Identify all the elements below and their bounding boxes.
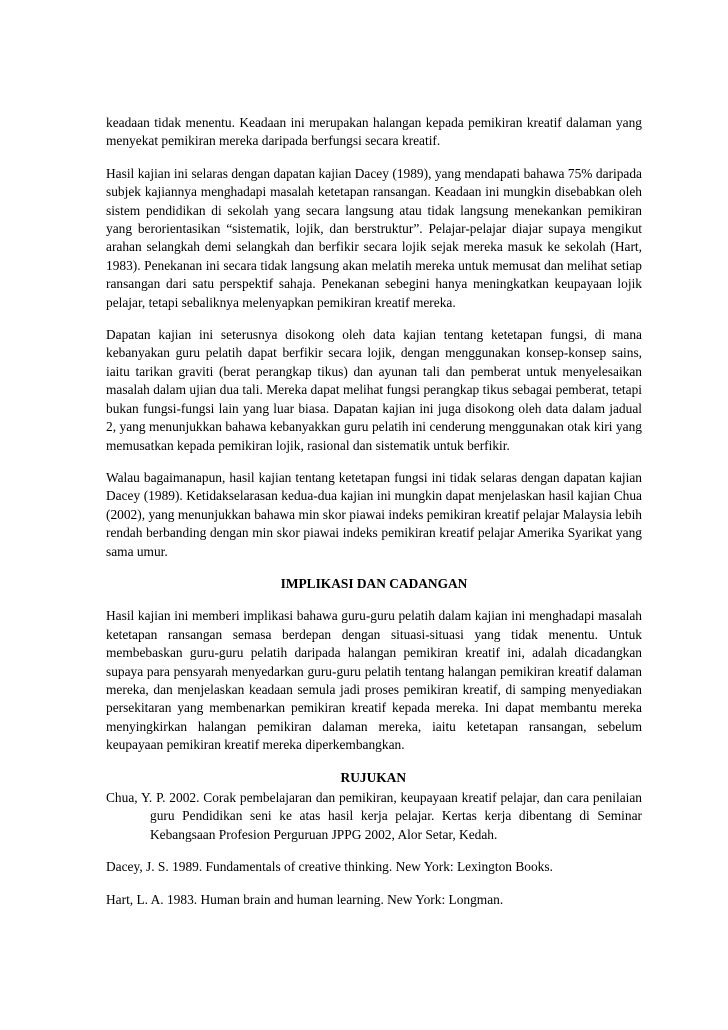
reference-hart: Hart, L. A. 1983. Human brain and human learning. New York: Longman. — [106, 891, 504, 907]
reference-dacey: Dacey, J. S. 1989. Fundamentals of creative thinking. New York: Lexington Books. — [106, 859, 553, 875]
implications-paragraph: Hasil kajian ini memberi implikasi bahawa guru-guru pelatih dalam kajian ini menghadapi masalah ketetapan ransangan semasa berdepan dengan situasi-situasi yang tidak menentu. Untuk membebaskan guru-guru pelatih daripada halangan pemikiran kreatif ini, adalah dicadangkan supaya para pensyarah menyedarkan guru-guru pelatih tentang halangan pemikiran kreatif dalaman mereka, dan menjelaskan keadaan semula jadi proses pemikiran kreatif, di samping menyediakan persekitaran yang membenarkan pemikiran kreatif kepada mereka. Ini dapat membantu mereka menyingkirkan halangan pemikiran dalaman mereka, iaitu ketetapan ransangan, sebelum keupayaan pemikiran kreatif mereka diperkembangkan. — [106, 608, 642, 753]
page-content — [106, 114, 642, 923]
paragraph-4: Walau bagaimanapun, hasil kajian tentang ketetapan fungsi ini tidak selaras dengan dapatan kajian Dacey (1989). Ketidakselarasan kedua-dua kajian ini mungkin dapat menjelaskan hasil kajian Chua (2002), yang menunjukkan bahawa min skor piawai indeks pemikiran kreatif pelajar Malaysia lebih rendah berbanding dengan min skor piawai indeks pemikiran kreatif pelajar Amerika Syarikat yang sama umur. — [106, 469, 642, 559]
paragraph-2: Hasil kajian ini selaras dengan dapatan kajian Dacey (1989), yang mendapati bahawa 75% daripada subjek kajiannya menghadapi masalah ketetapan ransangan. Keadaan ini mungkin disebabkan oleh sistem pendidikan di sekolah yang secara langsung atau tidak langsung menekankan pemikiran yang berorientasikan “sistematik, lojik, dan berstruktur”. Pelajar-pelajar diajar supaya mengikut arahan selangkah demi selangkah dan berfikir secara lojik sejak mereka masuk ke sekolah (Hart, 1983). Penekanan ini secara tidak langsung akan melatih mereka untuk memusat dan melihat setiap ransangan dari satu perspektif sahaja. Penekanan sebegini hanya meningkatkan keupayaan lojik pelajar, tetapi sebaliknya melenyapkan pemikiran kreatif mereka. — [106, 165, 642, 310]
references-heading: RUJUKAN — [340, 769, 406, 785]
paragraph-1: keadaan tidak menentu. Keadaan ini merupakan halangan kepada pemikiran kreatif dalaman yang menyekat pemikiran mereka daripada berfungsi secara kreatif. — [106, 115, 642, 149]
paragraph-3: Dapatan kajian ini seterusnya disokong oleh data kajian tentang ketetapan fungsi, di mana kebanyakan guru pelatih dapat berfikir secara lojik, dengan menggunakan konsep-konsep sains, iaitu tarikan graviti (berat perangkap tikus) dan ayunan tali dan pemberat untuk menyelesaikan masalah dalam ujian dua tali. Mereka dapat melihat fungsi perangkap tikus sebagai pemberat, tetapi bukan fungsi-fungsi lain yang luar biasa. Dapatan kajian ini juga disokong oleh data dalam jadual 2, yang menunjukkan bahawa kebanyakkan guru pelatih ini cenderung menggunakan otak kiri yang memusatkan kepada pemikiran lojik, rasional dan sistematik untuk berfikir. — [106, 327, 642, 453]
implications-heading: IMPLIKASI DAN CADANGAN — [280, 575, 468, 591]
reference-chua: Chua, Y. P. 2002. Corak pembelajaran dan pemikiran, keupayaan kreatif pelajar, dan cara penilaian guru Pendidikan seni ke atas hasil kerja pelajar. Kertas kerja dibentang di Seminar Kebangsaan Profesion Perguruan JPPG 2002, Alor Setar, Kedah. — [106, 790, 642, 842]
